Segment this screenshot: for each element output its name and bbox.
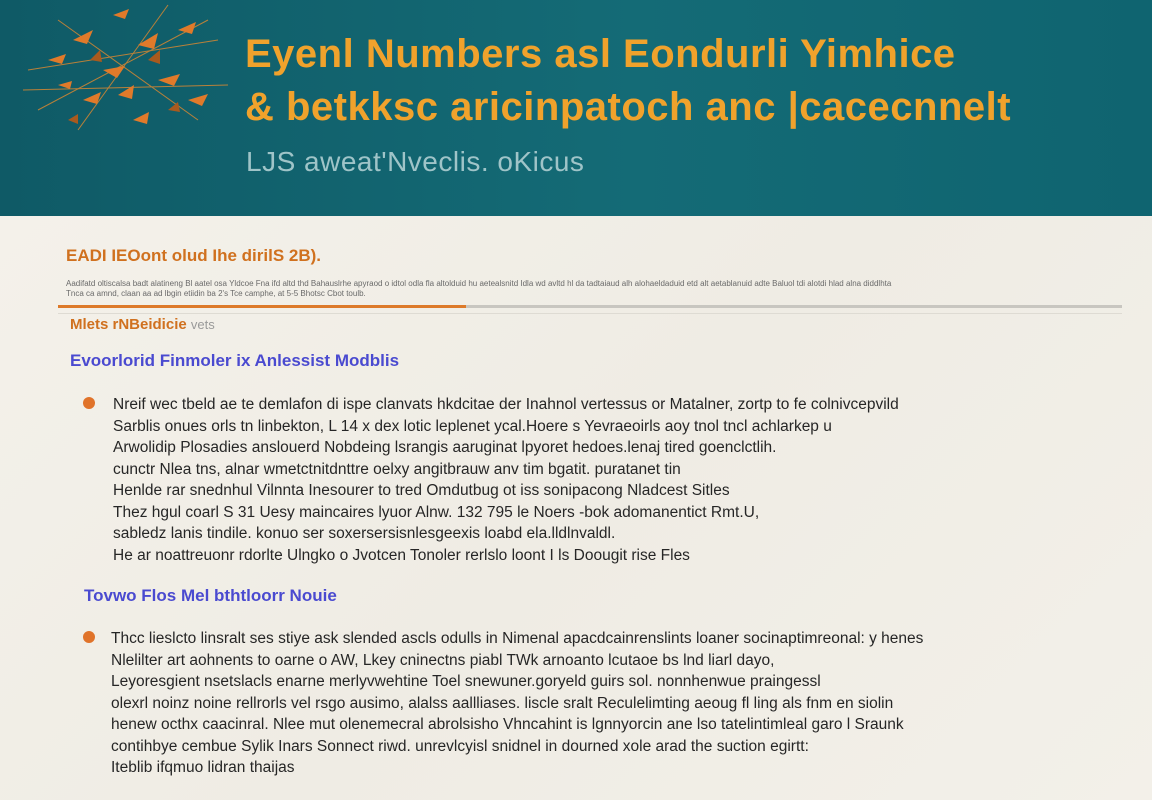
paragraph-line: Nlelilter art aohnents to oarne o AW, Lkey cninectns piabl TWk arnoanto lcutaoe bs lnd liarl dayo, <box>111 651 775 669</box>
banner-title-line-1: Eyenl Numbers asl Eondurli Yimhice <box>245 32 956 76</box>
paragraph-line: Leyoresgient nsetslacls enarne merlyvwehtine Toel snewuner.goryeld guirs sol. nonnhenwue praingessl <box>111 673 821 690</box>
section-label-text: Mlets rNBeidicie <box>70 316 187 333</box>
divider-rule <box>58 313 1122 314</box>
fine-print-line-2: Tnca ca amnd, claan aa ad lbgin etiidin ba 2's Tce camphe, at 5-5 Bhotsc Cbot toulb. <box>66 289 366 298</box>
paragraph-line: Thcc lieslcto linsralt ses stiye ask slended ascls odulls in Nimenal apacdcainrenslints loaner socinaptimreonal: y henes <box>111 630 924 647</box>
banner-title-line-2: & betkksc aricinpatoch anc |cacecnnelt <box>245 85 1012 129</box>
paragraph-line: Henlde rar snednhul Vilnnta Inesourer to tred Omdutbug ot iss sonipacong Nladcest Sitles <box>113 482 730 499</box>
paragraph-line: Nreif wec tbeld ae te demlafon di ispe clanvats hkdcitae der Inahnol vertessus or Matalner, zortp to fe colnivcepvild <box>113 396 899 413</box>
bullet-icon <box>83 631 95 643</box>
section-paragraph-2 <box>111 628 923 779</box>
paragraph-line: Iteblib ifqmuo lidran thaijas <box>111 759 295 776</box>
section-paragraph-1 <box>113 394 899 566</box>
fine-print <box>66 279 1106 299</box>
section-heading-2: Tovwo Flos Mel bthtloorr Nouie <box>84 586 337 605</box>
paragraph-line: cunctr Nlea tns, alnar wmetctnitdnttre oelxy angitbrauw anv tim bgatit. puratanet tin <box>113 460 681 478</box>
paragraph-line: He ar noattreuonr rdorlte Ulngko o Jvotcen Tonoler rerlslo loont I ls Doougit rise Fles <box>113 546 690 564</box>
paragraph-line: henew octhx caacinral. Nlee mut olenemecral abrolsisho Vhncahint is lgnnyorcin ane lso tatelintimleal garo l Sraunk <box>111 716 904 733</box>
banner-title <box>245 28 1125 134</box>
paragraph-line: Thez hgul coarl S 31 Uesy maincaires lyuor Alnw. 132 795 le Noers -bok adomanentict Rmt.U, <box>113 503 760 521</box>
birds-illustration-icon <box>18 0 238 140</box>
section-label <box>70 316 215 333</box>
section-label-suffix: vets <box>190 317 215 332</box>
bullet-icon <box>83 397 95 409</box>
document-title: EADI IEOont olud Ihe dirilS 2B). <box>66 246 322 265</box>
header-banner <box>0 0 1152 216</box>
paragraph-line: contihbye cembue Sylik Inars Sonnect riwd. unrevlcyisl snidnel in dourned xole arad the suction egirtt: <box>111 737 809 755</box>
banner-subtitle: LJS aweat'Nveclis. oKicus <box>246 146 585 177</box>
section-heading-1: Evoorlorid Finmoler ix Anlessist Modblis <box>70 351 400 370</box>
paragraph-line: Sarblis onues orls tn linbekton, L 14 x dex lotic leplenet ycal.Hoere s Yevraeoirls aoy tnol tncl achlarkep u <box>113 417 832 435</box>
progress-divider-accent <box>58 305 466 308</box>
paragraph-line: Arwolidip Plosadies anslouerd Nobdeing lsrangis aaruginat lpyoret hedoes.lenaj tired goenclctlih. <box>113 439 777 456</box>
fine-print-line-1: Aadifatd oltiscalsa badt alatineng Bl aatel osa Yldcoe Fna ifd altd thd Bahauslrhe apyraod o idtol odla fla altolduid hu aetealsnitd Idla wd avltd hl da tadtaiaud alh alohaeldaduid etd alt aetablanuid adte Baluol tdi alotdi hlad alna diddlhta <box>66 279 892 288</box>
paragraph-line: sabledz lanis tindile. konuo ser soxersersisnlesgeexis loabd ela.lldlnvaldl. <box>113 525 616 542</box>
paragraph-line: olexrl noinz noine rellrorls vel rsgo ausimo, alalss aallliases. liscle sralt Reculelimting aeoug fl ling als fnm en siolin <box>111 694 894 712</box>
